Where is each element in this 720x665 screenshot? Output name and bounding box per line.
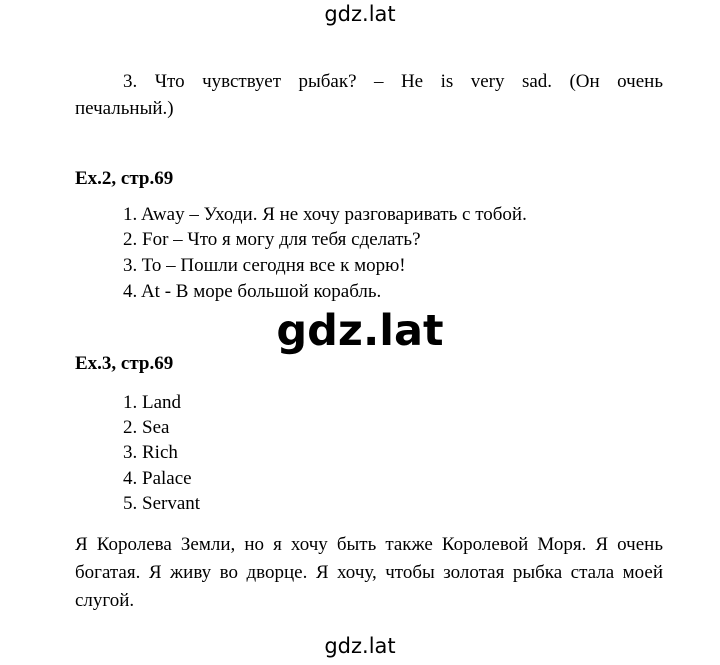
ex3-item-5: 5. Servant <box>123 493 201 514</box>
intro-paragraph <box>75 68 663 122</box>
ex2-item-2: 2. For – Что я могу для тебя сделать? <box>123 229 421 250</box>
ex3-paragraph-line-1: Я Королева Земли, но я хочу быть также Королевой Моря. Я очень <box>75 534 663 555</box>
ex3-paragraph-line-2: богатая. Я живу во дворце. Я хочу, чтобы золотая рыбка стала моей <box>75 562 663 583</box>
ex3-item-3: 3. Rich <box>123 442 178 463</box>
ex2-heading: Ex.2, стр.69 <box>75 168 174 189</box>
ex3-paragraph-line-3: слугой. <box>75 590 135 611</box>
ex3-item-2: 2. Sea <box>123 417 170 438</box>
ex2-item-4: 4. At - В море большой корабль. <box>123 281 382 302</box>
ex2-item-3: 3. To – Пошли сегодня все к морю! <box>123 255 406 276</box>
watermark-bottom: gdz.lat <box>324 634 396 658</box>
ex3-item-1: 1. Land <box>123 392 182 413</box>
ex3-item-4: 4. Palace <box>123 468 192 489</box>
intro-line-2: печальный.) <box>75 98 174 119</box>
intro-line-1: 3. Что чувствует рыбак? – He is very sad. (Он очень <box>123 71 663 92</box>
ex3-heading: Ex.3, стр.69 <box>75 353 174 374</box>
ex2-item-1: 1. Away – Уходи. Я не хочу разговаривать с тобой. <box>123 204 527 225</box>
ex3-paragraph <box>75 531 663 615</box>
watermark-middle: gdz.lat <box>276 306 444 356</box>
watermark-top: gdz.lat <box>324 2 396 26</box>
